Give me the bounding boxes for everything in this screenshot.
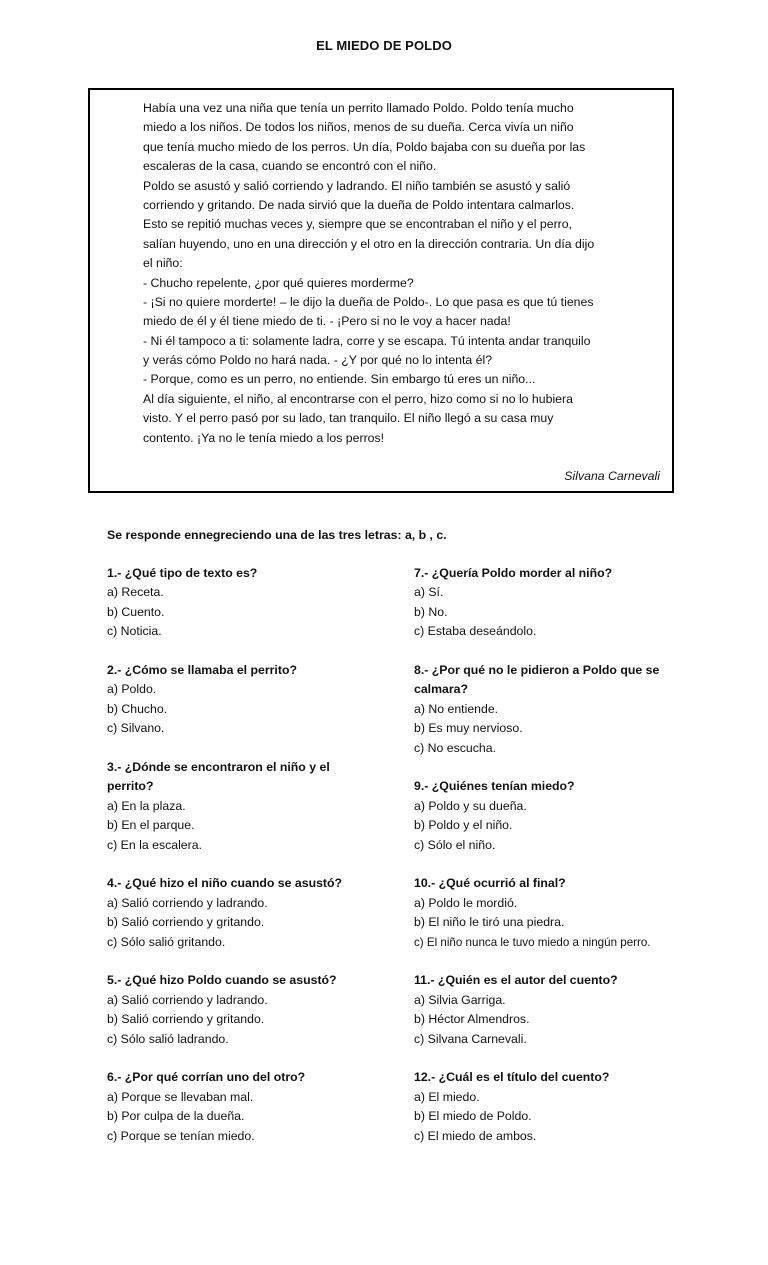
answer-option[interactable]: a) Salió corriendo y ladrando. bbox=[107, 992, 268, 1007]
question-text: 10.- ¿Qué ocurrió al final? bbox=[414, 876, 566, 891]
questions-left-column bbox=[107, 564, 407, 1166]
story-line: Al día siguiente, el niño, al encontrarse con el perro, hizo como si no lo hubiera bbox=[143, 391, 573, 406]
story-line: Poldo se asustó y salió corriendo y ladrando. El niño también se asustó y salió bbox=[143, 178, 571, 193]
answer-option[interactable]: a) El miedo. bbox=[414, 1089, 480, 1104]
answer-option[interactable]: b) Héctor Almendros. bbox=[414, 1012, 530, 1027]
answer-option[interactable]: c) El niño nunca le tuvo miedo a ningún perro. bbox=[414, 935, 651, 949]
story-line: Había una vez una niña que tenía un perrito llamado Poldo. Poldo tenía mucho bbox=[143, 101, 574, 115]
question-4 bbox=[107, 874, 407, 952]
answer-option[interactable]: a) Sí. bbox=[414, 585, 444, 600]
answer-option[interactable]: c) Sólo el niño. bbox=[414, 837, 496, 852]
question-7 bbox=[414, 564, 714, 642]
story-line: - ¡Si no quiere morderte! – le dijo la dueña de Poldo-. Lo que pasa es que tú tienes bbox=[143, 294, 594, 309]
story-line: visto. Y el perro pasó por su lado, tan tranquilo. El niño llegó a su casa muy bbox=[143, 411, 554, 426]
question-10 bbox=[414, 874, 714, 952]
question-text: 9.- ¿Quiénes tenían miedo? bbox=[414, 779, 575, 794]
answer-option[interactable]: b) Chucho. bbox=[107, 701, 168, 716]
question-text: 12.- ¿Cuál es el título del cuento? bbox=[414, 1070, 610, 1085]
question-text: 7.- ¿Quería Poldo morder al niño? bbox=[414, 566, 613, 580]
story-line: - Chucho repelente, ¿por qué quieres morderme? bbox=[143, 275, 414, 290]
story-line: miedo de él y él tiene miedo de ti. - ¡Pero si no le voy a hacer nada! bbox=[143, 314, 511, 329]
answer-option[interactable]: c) El miedo de ambos. bbox=[414, 1128, 537, 1143]
question-text: 8.- ¿Por qué no le pidieron a Poldo que se calmara? bbox=[414, 663, 660, 697]
story-line: Esto se repitió muchas veces y, siempre que se encontraban el niño y el perro, bbox=[143, 217, 573, 232]
questions-right-column bbox=[414, 564, 714, 1166]
answer-option[interactable]: c) Silvana Carnevali. bbox=[414, 1031, 527, 1046]
story-line: - Porque, como es un perro, no entiende. Sin embargo tú eres un niño... bbox=[143, 372, 536, 387]
answer-option[interactable]: a) Poldo y su dueña. bbox=[414, 798, 527, 813]
answer-option[interactable]: c) Estaba deseándolo. bbox=[414, 624, 537, 639]
answer-option[interactable]: a) En la plaza. bbox=[107, 798, 186, 813]
answer-option[interactable]: b) Por culpa de la dueña. bbox=[107, 1109, 245, 1124]
question-text: 1.- ¿Qué tipo de texto es? bbox=[107, 566, 258, 580]
question-3 bbox=[107, 758, 407, 855]
answer-option[interactable]: b) Salió corriendo y gritando. bbox=[107, 1012, 265, 1027]
story-line: miedo a los niños. De todos los niños, menos de su dueña. Cerca vivía un niño bbox=[143, 120, 574, 135]
story-line: salían huyendo, uno en una dirección y el otro en la dirección contraria. Un día dijo bbox=[143, 236, 595, 251]
answer-option[interactable]: b) Poldo y el niño. bbox=[414, 818, 513, 833]
question-text: 3.- ¿Dónde se encontraron el niño y el perrito? bbox=[107, 760, 330, 794]
question-2 bbox=[107, 661, 407, 739]
question-text: 5.- ¿Qué hizo Poldo cuando se asustó? bbox=[107, 973, 337, 988]
story-line: y verás cómo Poldo no hará nada. - ¿Y por qué no lo intenta él? bbox=[143, 353, 493, 368]
question-12 bbox=[414, 1068, 714, 1146]
answer-option[interactable]: b) El niño le tiró una piedra. bbox=[414, 915, 565, 930]
answer-option[interactable]: b) No. bbox=[414, 604, 448, 619]
answer-option[interactable]: a) No entiende. bbox=[414, 701, 499, 716]
question-text: 6.- ¿Por qué corrían uno del otro? bbox=[107, 1070, 306, 1085]
story-line: corriendo y gritando. De nada sirvió que la dueña de Poldo intentara calmarlos. bbox=[143, 197, 575, 212]
story-text bbox=[143, 99, 663, 448]
answer-option[interactable]: b) Cuento. bbox=[107, 604, 165, 619]
answer-option[interactable]: b) En el parque. bbox=[107, 818, 195, 833]
answer-option[interactable]: a) Poldo le mordió. bbox=[414, 895, 518, 910]
question-6 bbox=[107, 1068, 407, 1146]
answer-option[interactable]: c) Silvano. bbox=[107, 721, 165, 736]
answer-option[interactable]: a) Poldo. bbox=[107, 682, 157, 697]
question-text: 4.- ¿Qué hizo el niño cuando se asustó? bbox=[107, 876, 343, 891]
answer-option[interactable]: c) Noticia. bbox=[107, 624, 162, 639]
answer-option[interactable]: b) Es muy nervioso. bbox=[414, 721, 523, 736]
answer-option[interactable]: a) Porque se llevaban mal. bbox=[107, 1089, 254, 1104]
story-line: - Ni él tampoco a ti: solamente ladra, corre y se escapa. Tú intenta andar tranquilo bbox=[143, 333, 591, 348]
answer-option[interactable]: a) Salió corriendo y ladrando. bbox=[107, 895, 268, 910]
question-8 bbox=[414, 661, 714, 758]
question-5 bbox=[107, 971, 407, 1049]
answer-option[interactable]: b) El miedo de Poldo. bbox=[414, 1109, 532, 1124]
story-line: contento. ¡Ya no le tenía miedo a los perros! bbox=[143, 430, 385, 445]
answer-option[interactable]: c) Sólo salió ladrando. bbox=[107, 1031, 229, 1046]
answer-option[interactable]: c) Sólo salió gritando. bbox=[107, 934, 226, 949]
answer-option[interactable]: c) Porque se tenían miedo. bbox=[107, 1128, 255, 1143]
story-author: Silvana Carnevali bbox=[564, 469, 660, 483]
answer-option[interactable]: c) No escucha. bbox=[414, 740, 497, 755]
story-line: escaleras de la casa, cuando se encontró con el niño. bbox=[143, 159, 437, 174]
question-1 bbox=[107, 564, 407, 642]
instruction: Se responde ennegreciendo una de las tres letras: a, b , c. bbox=[107, 528, 447, 542]
question-9 bbox=[414, 777, 714, 855]
answer-option[interactable]: c) En la escalera. bbox=[107, 837, 203, 852]
story-line: que tenía mucho miedo de los perros. Un día, Poldo bajaba con su dueña por las bbox=[143, 139, 586, 154]
story-box bbox=[88, 88, 674, 493]
answer-option[interactable]: a) Receta. bbox=[107, 585, 164, 600]
story-line: el niño: bbox=[143, 256, 183, 271]
question-text: 2.- ¿Cómo se llamaba el perrito? bbox=[107, 663, 297, 678]
question-text: 11.- ¿Quién es el autor del cuento? bbox=[414, 973, 618, 988]
question-11 bbox=[414, 971, 714, 1049]
answer-option[interactable]: b) Salió corriendo y gritando. bbox=[107, 915, 265, 930]
answer-option[interactable]: a) Silvia Garriga. bbox=[414, 992, 506, 1007]
document-title: EL MIEDO DE POLDO bbox=[316, 38, 452, 53]
